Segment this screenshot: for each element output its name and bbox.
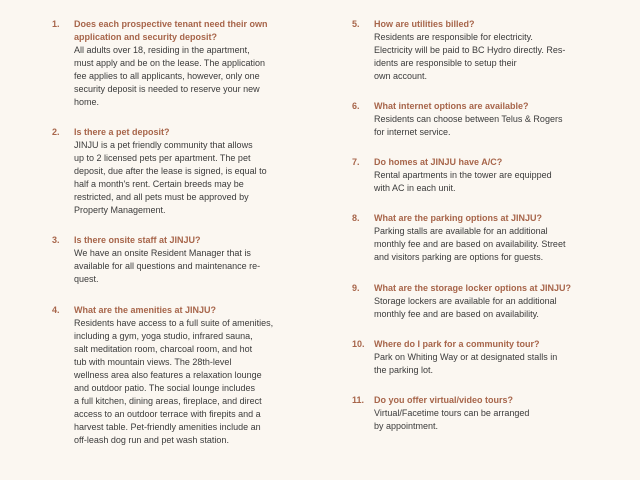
faq-question: What are the parking options at JINJU? — [374, 213, 543, 223]
faq-answer: Virtual/Facetime tours can be arranged by appointment. — [374, 408, 530, 431]
faq-item — [52, 234, 314, 286]
faq-number: 9. — [352, 283, 360, 293]
faq-question: Where do I park for a community tour? — [374, 339, 540, 349]
faq-number: 2. — [52, 127, 60, 137]
faq-item — [352, 100, 614, 139]
faq-number: 4. — [52, 305, 60, 315]
faq-question: Do you offer virtual/video tours? — [374, 395, 514, 405]
faq-item — [352, 18, 614, 83]
faq-number: 6. — [352, 101, 360, 111]
faq-answer: Residents are responsible for electricity. Electricity will be paid to BC Hydro directly. Res- idents are responsible to setup their own account. — [374, 32, 566, 81]
faq-answer: Residents can choose between Telus & Rogers for internet service. — [374, 114, 563, 137]
faq-question: How are utilities billed? — [374, 19, 475, 29]
faq-question: What internet options are available? — [374, 101, 529, 111]
faq-question: Is there a pet deposit? — [74, 127, 170, 137]
faq-number: 7. — [352, 157, 360, 167]
faq-item — [352, 338, 614, 377]
faq-answer: We have an onsite Resident Manager that is available for all questions and maintenance re- quest. — [74, 248, 261, 284]
faq-answer: Rental apartments in the tower are equipped with AC in each unit. — [374, 170, 552, 193]
faq-number: 1. — [52, 19, 60, 29]
faq-question: Do homes at JINJU have A/C? — [374, 157, 503, 167]
faq-number: 3. — [52, 235, 60, 245]
faq-item — [52, 304, 314, 447]
faq-number: 5. — [352, 19, 360, 29]
faq-number: 8. — [352, 213, 360, 223]
faq-number: 10. — [352, 339, 365, 349]
faq-item — [52, 126, 314, 217]
faq-answer: Storage lockers are available for an additional monthly fee and are based on availability. — [374, 296, 557, 319]
faq-answer: All adults over 18, residing in the apartment, must apply and be on the lease. The application fee applies to all applicants, however, only one security deposit is needed to reserve your new home. — [74, 45, 265, 107]
faq-item — [352, 282, 614, 321]
faq-answer: JINJU is a pet friendly community that allows up to 2 licensed pets per apartment. The pet deposit, due after the lease is signed, is equal to half a month's rent. Certain breeds may be restricted, and all pets must be approved by Property Management. — [74, 140, 267, 215]
faq-question: What are the amenities at JINJU? — [74, 305, 217, 315]
faq-question: Does each prospective tenant need their own application and security deposit? — [74, 19, 268, 42]
faq-answer: Parking stalls are available for an additional monthly fee and are based on availability. Street and visitors parking are options for guests. — [374, 226, 566, 262]
faq-answer: Park on Whiting Way or at designated stalls in the parking lot. — [374, 352, 558, 375]
faq-item — [352, 156, 614, 195]
faq-question: What are the storage locker options at JINJU? — [374, 283, 572, 293]
faq-number: 11. — [352, 395, 365, 405]
faq-item — [352, 394, 614, 433]
faq-item — [352, 212, 614, 264]
faq-item — [52, 18, 314, 109]
faq-question: Is there onsite staff at JINJU? — [74, 235, 201, 245]
faq-answer: Residents have access to a full suite of amenities, including a gym, yoga studio, infrared sauna, salt meditation room, charcoal room, and hot tub with mountain views. The 28th-level wellness area also features a relaxation lounge and outdoor patio. The social lounge includes a full kitchen, dining areas, fireplace, and direct access to an outdoor terrace with firepits and a harvest table. Pet-friendly amenities include an off-leash dog run and pet wash station. — [74, 318, 274, 445]
